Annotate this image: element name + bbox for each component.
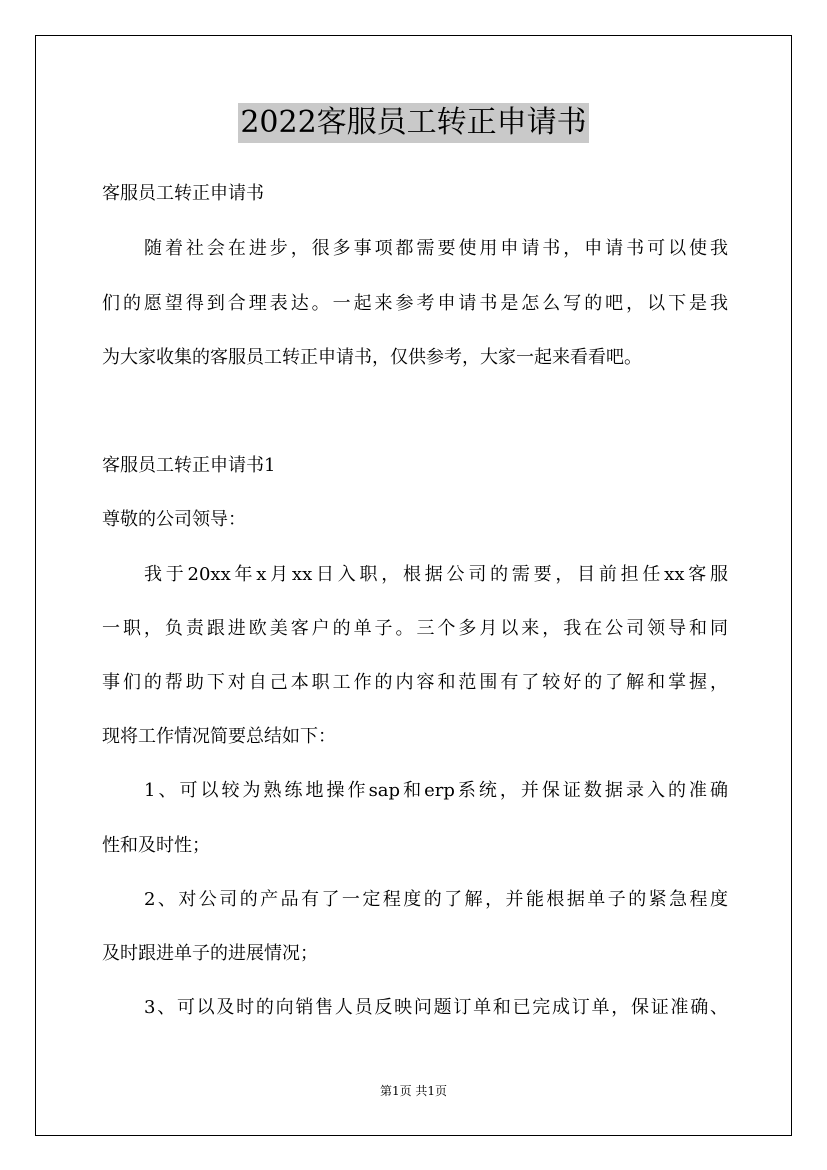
paragraph-line: 为大家收集的客服员工转正申请书，仅供参考，大家一起来看看吧。 — [102, 347, 642, 368]
paragraph-line: 随着社会在进步，很多事项都需要使用申请书，申请书可以使我 — [144, 238, 728, 259]
paragraph-line: 一职，负责跟进欧美客户的单子。三个多月以来，我在公司领导和同 — [102, 618, 728, 639]
section-heading: 客服员工转正申请书1 — [102, 455, 276, 476]
title-container — [0, 103, 827, 143]
document-title: 2022客服员工转正申请书 — [238, 103, 588, 143]
paragraph-line: 现将工作情况简要总结如下： — [102, 726, 336, 747]
paragraph-line: 事们的帮助下对自己本职工作的内容和范围有了较好的了解和掌握， — [102, 672, 728, 693]
section-heading: 客服员工转正申请书 — [102, 183, 264, 204]
page-number-label: 第1页 共1页 — [379, 1084, 448, 1098]
paragraph-line: 们的愿望得到合理表达。一起来参考申请书是怎么写的吧，以下是我 — [102, 293, 728, 314]
list-item-line: 及时跟进单子的进展情况； — [102, 943, 318, 964]
salutation: 尊敬的公司领导： — [102, 509, 246, 530]
list-item-line: 2、对公司的产品有了一定程度的了解，并能根据单子的紧急程度 — [144, 889, 728, 910]
paragraph-line: 我于20xx年x月xx日入职，根据公司的需要，目前担任xx客服 — [144, 564, 728, 585]
page-footer — [0, 1083, 827, 1099]
list-item-line: 3、可以及时的向销售人员反映问题订单和已完成订单，保证准确、 — [144, 997, 728, 1018]
list-item-line: 性和及时性； — [102, 835, 210, 856]
list-item-line: 1、可以较为熟练地操作sap和erp系统，并保证数据录入的准确 — [144, 780, 728, 801]
